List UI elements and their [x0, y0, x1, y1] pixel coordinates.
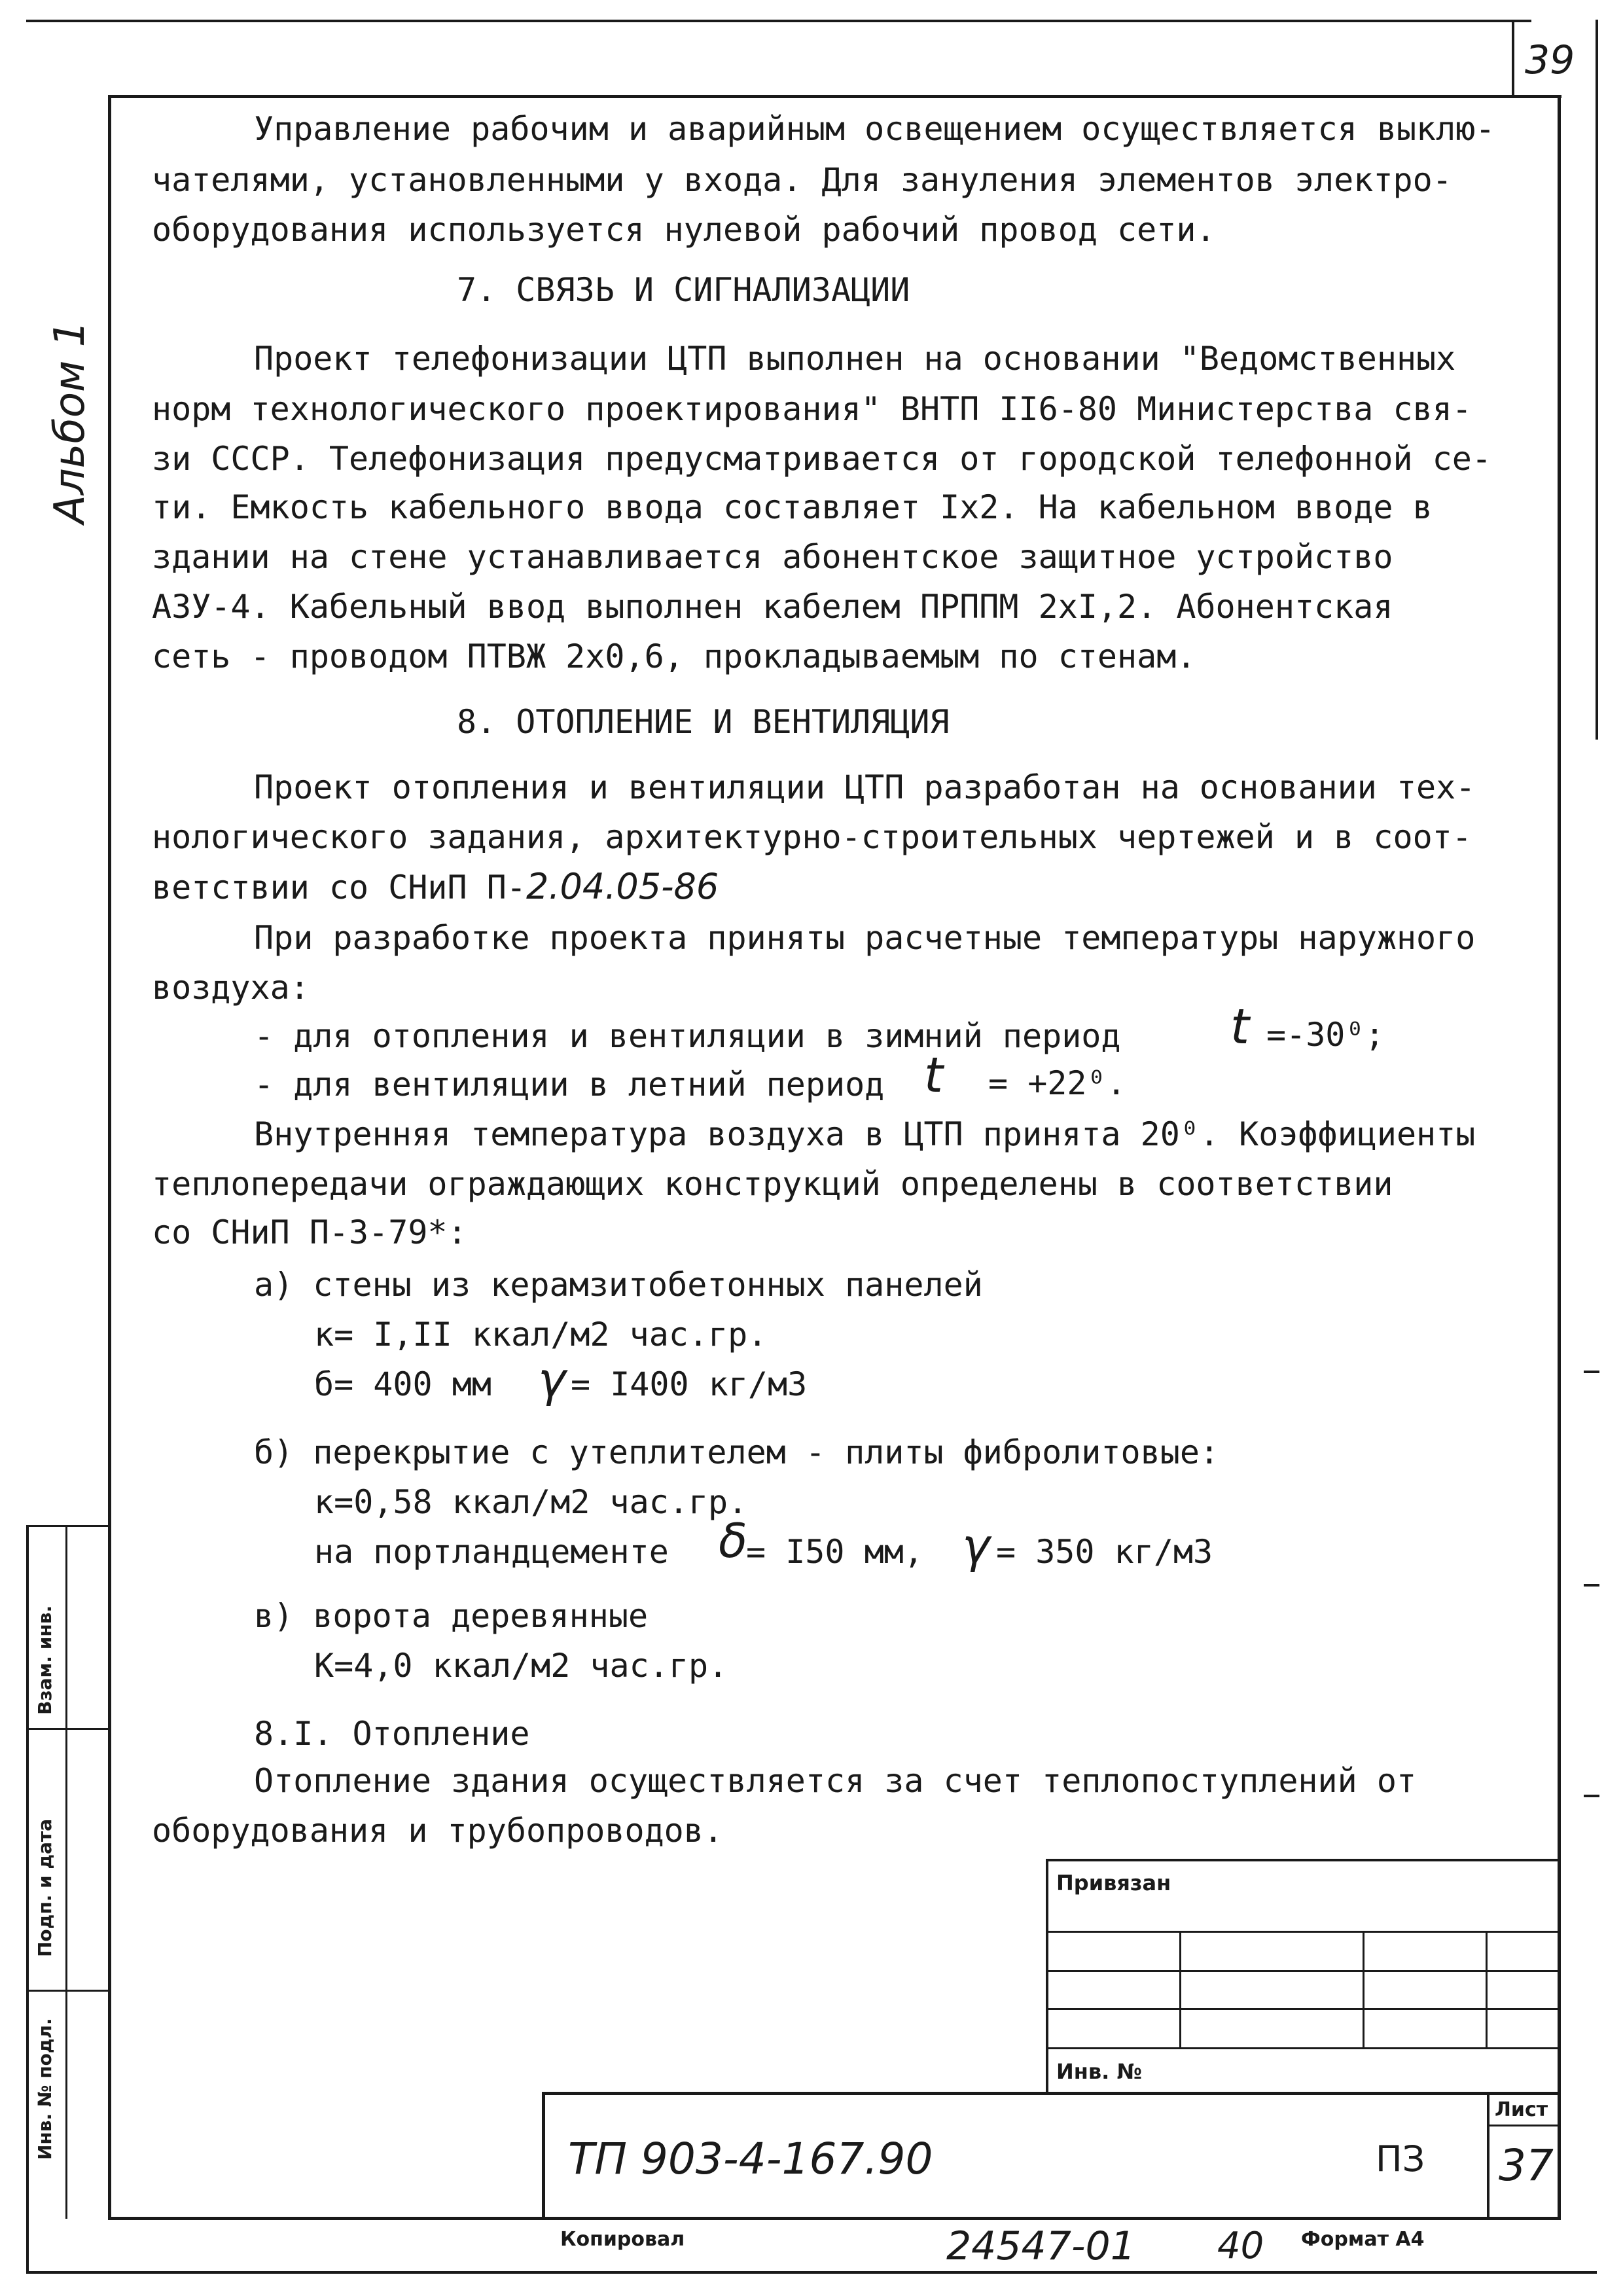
section-7-heading: 7. СВЯЗЬ И СИГНАЛИЗАЦИИ	[457, 271, 910, 309]
body-line-15	[152, 866, 719, 907]
body-line-30: К=4,0 ккал/м2 час.гр.	[314, 1647, 728, 1685]
body-line-24: к= I,II ккал/м2 час.гр.	[314, 1316, 768, 1354]
gamma-2-symbol: γ	[962, 1518, 990, 1573]
tb-row-4	[1046, 2047, 1560, 2049]
tb-inv-no: Инв. №	[1056, 2059, 1142, 2084]
delta-symbol: δ	[719, 1513, 748, 1568]
tb-row-3	[1046, 2008, 1560, 2010]
margin-tick-1	[1584, 1371, 1599, 1373]
side-stamp-col-left	[26, 1525, 29, 2219]
footer-format: Формат А4	[1301, 2228, 1425, 2251]
body-line-26: б) перекрытие с утеплителем - плиты фибролитовые:	[254, 1433, 1220, 1471]
delta-value: = I50 мм,	[746, 1533, 923, 1571]
body-line-22: со СНиП П-3-79*:	[152, 1213, 467, 1251]
tb-row-2	[1046, 1970, 1560, 1972]
body-line-8: ти. Емкость кабельного ввода составляет Iх2. На кабельном вводе в	[152, 488, 1433, 526]
page-number-box-left	[1512, 20, 1514, 98]
side-stamp-col-mid	[65, 1525, 67, 2219]
body-line-27: к=0,58 ккал/м2 час.гр.	[314, 1483, 748, 1521]
side-stamp-vzam-inv: Взам. инв.	[34, 1605, 56, 1715]
body-line-21: теплопередачи ограждающих конструкций определены в соответствии	[152, 1165, 1393, 1203]
tb-document-code: ТП 903-4-167.90	[568, 2134, 933, 2184]
body-line-25: б= 400 мм	[314, 1365, 491, 1403]
t-winter-value: =-30⁰;	[1266, 1016, 1385, 1054]
tb-list-label: Лист	[1495, 2098, 1548, 2121]
body-line-1: Управление рабочим и аварийным освещением осуществляется выклю-	[254, 110, 1495, 148]
body-line-17: воздуха:	[152, 969, 310, 1007]
t-summer-symbol: t	[924, 1047, 944, 1103]
body-line-10: АЗУ-4. Кабельный ввод выполнен кабелем ПРППМ 2хI,2. Абонентская	[152, 588, 1393, 626]
section-8-1-heading: 8.I. Отопление	[254, 1715, 530, 1753]
tb-main-left	[542, 2092, 545, 2219]
body-line-20: Внутренняя температура воздуха в ЦТП принята 20⁰. Коэффициенты	[254, 1115, 1476, 1153]
body-line-18: - для отопления и вентиляции в зимний период	[254, 1017, 1121, 1055]
footer-order-number: 24547-01	[946, 2223, 1135, 2269]
frame-inner-top	[110, 95, 1561, 98]
tb-privyazan: Привязан	[1056, 1871, 1171, 1895]
side-stamp-podp-data: Подп. и дата	[34, 1818, 56, 1957]
body-line-32: Отопление здания осуществляется за счет теплопоступлений от	[254, 1762, 1417, 1800]
gamma-1-symbol: γ	[538, 1352, 566, 1407]
body-line-3: оборудования используется нулевой рабочий провод сети.	[152, 211, 1216, 249]
section-8-heading: 8. ОТОПЛЕНИЕ И ВЕНТИЛЯЦИЯ	[457, 703, 950, 741]
frame-inner-bottom	[108, 2217, 1561, 2220]
body-line-16: При разработке проекта приняты расчетные температуры наружного	[254, 919, 1476, 957]
footer-page: 40	[1217, 2225, 1264, 2267]
tb-col-1	[1179, 1931, 1181, 2049]
body-line-2: чателями, установленными у входа. Для зануления элементов электро-	[152, 161, 1452, 199]
tb-row-1	[1046, 1931, 1560, 1933]
snip-prefix: ветствии со СНиП П-	[152, 869, 526, 906]
body-line-9: здании на стене устанавливается абонентское защитное устройство	[152, 538, 1393, 576]
body-line-5: Проект телефонизации ЦТП выполнен на основании "Ведомственных	[254, 340, 1456, 378]
tb-list-sep-h	[1487, 2125, 1560, 2126]
frame-right-border	[1558, 95, 1561, 2219]
margin-tick-2	[1584, 1584, 1599, 1587]
t-winter-symbol: t	[1230, 999, 1250, 1055]
body-line-33: оборудования и трубопроводов.	[152, 1812, 723, 1850]
snip-number-handwritten: 2.04.05-86	[526, 866, 719, 907]
tb-section: ПЗ	[1376, 2138, 1425, 2179]
side-stamp-top	[26, 1525, 110, 1527]
frame-top-line	[26, 20, 1531, 22]
footer-kopiroval: Копировал	[560, 2228, 685, 2251]
margin-tick-3	[1584, 1795, 1599, 1797]
tb-main-top	[543, 2092, 1561, 2095]
body-line-28: на портландцементе	[314, 1533, 669, 1571]
tb-privyazan-left	[1046, 1859, 1048, 2094]
body-line-7: зи СССР. Телефонизация предусматривается от городской телефонной се-	[152, 440, 1491, 478]
frame-left-border	[108, 95, 111, 2219]
body-line-13: Проект отопления и вентиляции ЦТП разработан на основании тех-	[254, 768, 1476, 806]
side-stamp-inv-podl: Инв. № подл.	[34, 2018, 56, 2160]
side-stamp-div1	[26, 1728, 110, 1730]
frame-outer-bottom	[26, 2271, 1597, 2274]
gamma-2-value: = 350 кг/м3	[996, 1533, 1213, 1571]
gamma-1-value: = I400 кг/м3	[571, 1365, 808, 1403]
tb-list-sep-v	[1487, 2092, 1489, 2219]
tb-privyazan-top	[1046, 1859, 1560, 1861]
t-summer-value: = +22⁰.	[988, 1064, 1126, 1102]
album-label: Альбом 1	[46, 320, 94, 524]
body-line-19: - для вентиляции в летний период	[254, 1066, 885, 1103]
body-line-6: норм технологического проектирования" ВНТП II6-80 Министерства свя-	[152, 390, 1472, 428]
body-line-11: сеть - проводом ПТВЖ 2х0,6, прокладываемым по стенам.	[152, 637, 1196, 675]
side-stamp-div2	[26, 1990, 110, 1992]
tb-list-number: 37	[1499, 2140, 1554, 2191]
body-line-23: а) стены из керамзитобетонных панелей	[254, 1266, 983, 1304]
tb-col-2	[1363, 1931, 1364, 2049]
sheet-number-top: 39	[1525, 37, 1575, 83]
tb-col-3	[1486, 1931, 1488, 2049]
body-line-14: нологического задания, архитектурно-строительных чертежей и в соот-	[152, 818, 1472, 856]
page-number-box-right	[1596, 20, 1598, 740]
body-line-29: в) ворота деревянные	[254, 1597, 649, 1635]
